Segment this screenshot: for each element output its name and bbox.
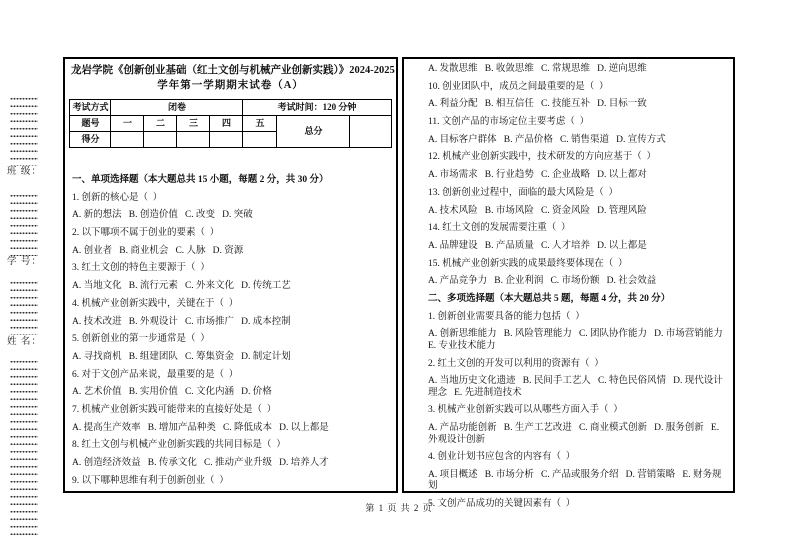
question-stem: 8. 红土文创与机械产业创新实践的共同目标是（ ） [72, 440, 286, 451]
question-options: A. 创造经济效益 B. 传承文化 C. 推动产业升级 D. 培养人才 [72, 458, 329, 468]
question-stem: 6. 对于文创产品来说，最重要的是（ ） [72, 369, 239, 380]
question-stem: 4. 机械产业创新实践中，关键在于（ ） [72, 298, 239, 309]
right-page-panel [402, 57, 735, 510]
score-cell [177, 132, 210, 148]
exam-mode-value: 闭卷 [111, 100, 243, 116]
question-number-label: 题号 [70, 116, 111, 132]
question-stem: 3. 红土文创的特色主要源于（ ） [72, 263, 210, 274]
exam-mode-label: 考试方式 [70, 100, 111, 116]
question-stem: 11. 文创产品的市场定位主要考虑（ ） [428, 117, 590, 128]
total-score-label: 总分 [277, 116, 350, 148]
column-四: 四 [210, 116, 243, 132]
question-stem: 4. 创业计划书应包含的内容有（ ） [428, 452, 576, 463]
column-三: 三 [177, 116, 210, 132]
question-stem: 5. 创新创业的第一步通常是（ ） [72, 334, 210, 345]
section-2-title: 二、多项选择题（本大题总共 5 题，每题 4 分，共 20 分） [428, 293, 671, 304]
question-stem: 10. 创业团队中，成员之间最重要的是（ ） [428, 81, 609, 92]
question-options: A. 目标客户群体 B. 产品价格 C. 销售渠道 D. 宣传方式 [428, 134, 666, 145]
question-stem: 9. 以下哪种思维有利于创新创业（ ） [72, 475, 229, 486]
question-options: A. 品牌建设 B. 产品质量 C. 人才培养 D. 以上都是 [428, 240, 647, 251]
total-score-cell [350, 116, 391, 148]
score-label: 得分 [70, 132, 111, 148]
class-label: 班 级： [7, 167, 42, 177]
question-options: A. 当地文化 B. 流行元素 C. 外来文化 D. 传统工艺 [72, 281, 291, 292]
score-cell [111, 132, 144, 148]
question-stem: 1. 创新创业需要具备的能力包括（ ） [428, 311, 585, 322]
question-options: A. 产品功能创新 B. 生产工艺改进 C. 商业模式创新 D. 服务创新 E. 外观设计创新 [428, 423, 722, 445]
question-stem: 14. 红土文创的发展需要注重（ ） [428, 223, 571, 234]
score-cell [243, 132, 277, 148]
page-number-footer: 第 1 页 共 2 页 [365, 503, 433, 513]
seal-dotted-line [10, 356, 38, 540]
name-label: 姓 名： [7, 337, 42, 347]
score-cell [210, 132, 243, 148]
right-column-questions [404, 64, 733, 511]
paper-title-line2: 学年第一学期期末试卷（A） [157, 80, 304, 91]
exam-duration: 考试时间：120 分钟 [243, 100, 391, 116]
question-options: A. 寻找商机 B. 组建团队 C. 筹集资金 D. 制定计划 [72, 351, 291, 362]
question-options: A. 发散思维 B. 收敛思维 C. 常规思维 D. 逆向思维 [428, 64, 647, 74]
question-stem: 3. 机械产业创新实践可以从哪些方面入手（ ） [428, 405, 623, 416]
left-page-panel [63, 57, 398, 493]
question-options: A. 创业者 B. 商业机会 C. 人脉 D. 资源 [72, 245, 244, 256]
question-options: A. 提高生产效率 B. 增加产品种类 C. 降低成本 D. 以上都是 [72, 422, 329, 433]
question-options: A. 技术改进 B. 外观设计 C. 市场推广 D. 成本控制 [72, 316, 291, 327]
question-options: A. 创新思维能力 B. 风险管理能力 C. 团队协作能力 D. 市场营销能力 E. 专业技术能力 [428, 329, 730, 351]
seal-dotted-line [10, 277, 38, 335]
score-cell [144, 132, 177, 148]
question-options: A. 利益分配 B. 相互信任 C. 技能互补 D. 目标一致 [428, 99, 647, 110]
exam-info-table [69, 99, 391, 148]
paper-title-line1: 龙岩学院《创新创业基础（红土文创与机械产业创新实践）》2024-2025 [71, 65, 395, 76]
seal-dotted-line [10, 190, 38, 256]
question-stem: 2. 以下哪项不属于创业的要素（ ） [72, 228, 220, 239]
column-五: 五 [243, 116, 277, 132]
left-column-questions [65, 175, 396, 487]
question-options: A. 技术风险 B. 市场风险 C. 资金风险 D. 管理风险 [428, 205, 647, 216]
question-options: A. 艺术价值 B. 实用价值 C. 文化内涵 D. 价格 [72, 387, 272, 398]
question-options: A. 项目概述 B. 市场分析 C. 产品或服务介绍 D. 营销策略 E. 财务规划 [428, 469, 722, 492]
column-二: 二 [144, 116, 177, 132]
question-stem: 15. 机械产业创新实践的成果最终要体现在（ ） [428, 258, 628, 269]
question-options: A. 产品竞争力 B. 企业利润 C. 市场份额 D. 社会效益 [428, 276, 657, 287]
student-id-label: 学 号： [7, 257, 42, 267]
question-stem: 1. 创新的核心是（ ） [72, 192, 163, 203]
question-stem: 2. 红土文创的开发可以利用的资源有（ ） [428, 358, 604, 369]
question-stem: 5. 文创产品成功的关键因素有（ ） [428, 499, 576, 510]
question-stem: 13. 创新创业过程中，面临的最大风险是（ ） [428, 187, 619, 198]
question-options: A. 当地历史文化遗迹 B. 民间手工艺人 C. 特色民俗风情 D. 现代设计理念 E. 先进制造技术 [428, 376, 723, 398]
question-options: A. 新的想法 B. 创造价值 C. 改变 D. 突破 [72, 210, 253, 221]
section-1-title: 一、单项选择题（本大题总共 15 小题，每题 2 分，共 30 分） [72, 175, 329, 185]
question-stem: 7. 机械产业创新实践可能带来的直接好处是（ ） [72, 404, 277, 415]
seal-dotted-line [10, 93, 38, 166]
question-options: A. 市场需求 B. 行业趋势 C. 企业战略 D. 以上都对 [428, 170, 647, 181]
column-一: 一 [111, 116, 144, 132]
question-stem: 12. 机械产业创新实践中，技术研发的方向应基于（ ） [428, 152, 657, 163]
